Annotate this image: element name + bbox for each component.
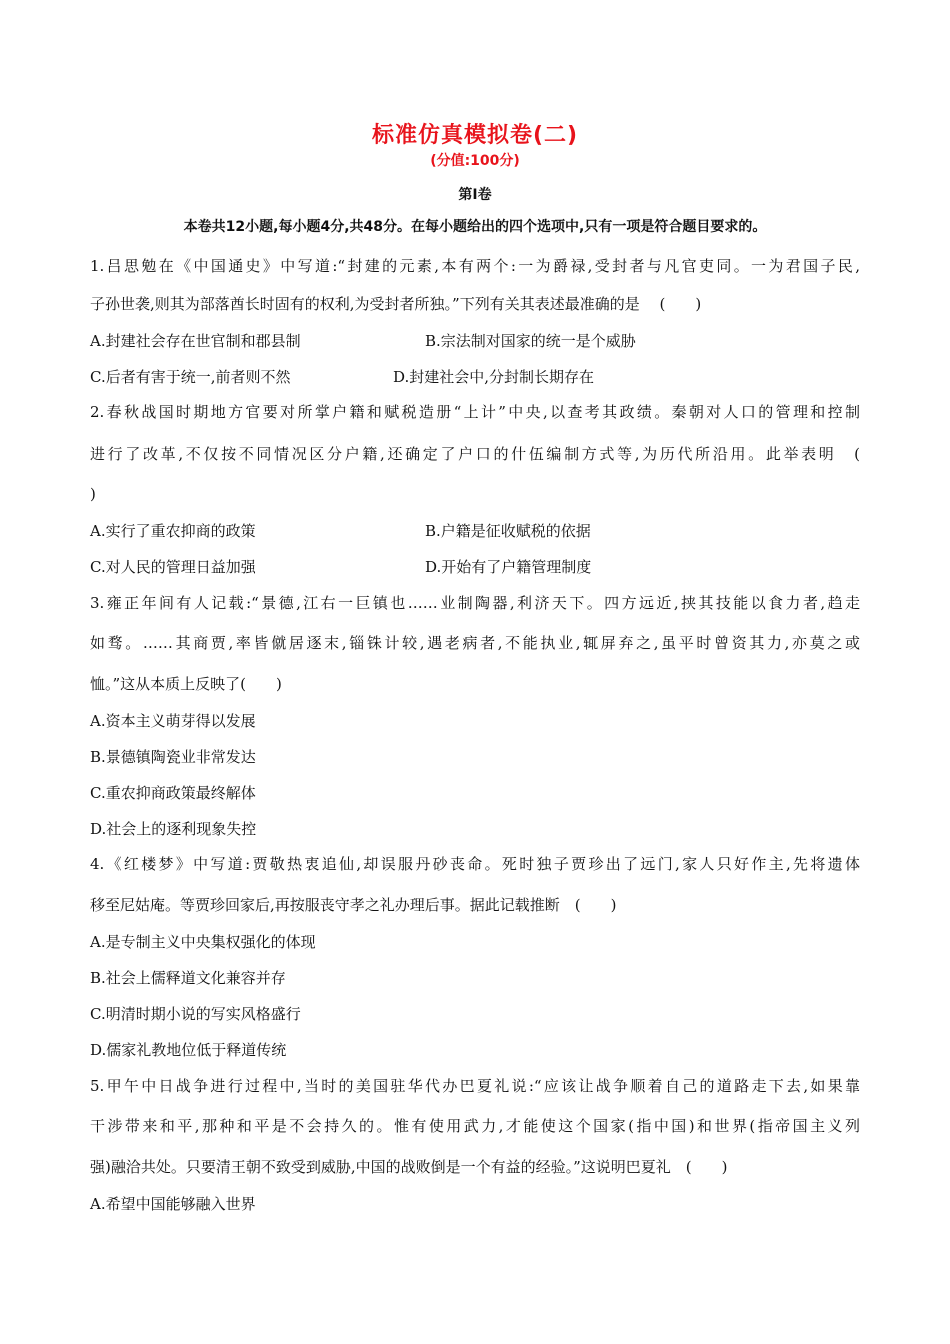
question-5-line-3: 强)融洽共处。只要清王朝不致受到威胁,中国的战败倒是一个有益的经验。”这说明巴夏礼 ( ) bbox=[90, 1158, 728, 1176]
question-2-line-1: 2.春秋战国时期地方官要对所掌户籍和赋税造册“上计”中央,以查考其政绩。秦朝对人口的管理和控制 bbox=[90, 403, 860, 421]
question-3-option-c: C.重农抑商政策最终解体 bbox=[90, 784, 256, 802]
section-instruction: 本卷共12小题,每小题4分,共48分。在每小题给出的四个选项中,只有一项是符合题目要求的。 bbox=[183, 219, 767, 235]
question-2-line-2: 进行了改革,不仅按不同情况区分户籍,还确定了户口的什伍编制方式等,为历代所沿用。此举表明 ( bbox=[90, 445, 860, 463]
question-1-line-2: 子孙世袭,则其为部落酋长时固有的权利,为受封者所独。”下列有关其表述最准确的是 ( ) bbox=[90, 295, 702, 313]
question-1-option-d: D.封建社会中,分封制长期存在 bbox=[393, 368, 595, 386]
question-3-line-3: 恤。”这从本质上反映了( ) bbox=[90, 675, 282, 693]
question-1-option-c: C.后者有害于统一,前者则不然 bbox=[90, 368, 291, 386]
question-4-line-2: 移至尼姑庵。等贾珍回家后,再按服丧守孝之礼办理后事。据此记载推断 ( ) bbox=[90, 896, 617, 914]
question-4-option-a: A.是专制主义中央集权强化的体现 bbox=[90, 933, 316, 951]
question-2-option-c: C.对人民的管理日益加强 bbox=[90, 558, 256, 576]
question-5-line-1: 5.甲午中日战争进行过程中,当时的美国驻华代办巴夏礼说:“应该让战争顺着自己的道路走下去,如果靠 bbox=[90, 1077, 860, 1095]
question-3-line-1: 3.雍正年间有人记载:“景德,江右一巨镇也……业制陶器,利济天下。四方远近,挟其技能以食力者,趋走 bbox=[90, 594, 860, 612]
question-4-option-c: C.明清时期小说的写实风格盛行 bbox=[90, 1005, 301, 1023]
question-3-line-2: 如骛。……其商贾,率皆僦居逐末,锱铢计较,遇老病者,不能执业,辄屏弃之,虽平时曾资其力,亦莫之或 bbox=[90, 634, 860, 652]
question-1-option-b: B.宗法制对国家的统一是个威胁 bbox=[425, 332, 636, 350]
question-1-option-a: A.封建社会存在世官制和郡县制 bbox=[90, 332, 301, 350]
exam-title: 标准仿真模拟卷(二) bbox=[371, 123, 579, 148]
question-2-line-3: ) bbox=[90, 485, 96, 503]
question-4-line-1: 4.《红楼梦》中写道:贾敬热衷追仙,却误服丹砂丧命。死时独子贾珍出了远门,家人只好作主,先将遗体 bbox=[90, 855, 860, 873]
question-4-option-d: D.儒家礼教地位低于释道传统 bbox=[90, 1041, 287, 1059]
question-3-option-d: D.社会上的逐利现象失控 bbox=[90, 820, 257, 838]
exam-score: (分值:100分) bbox=[430, 153, 520, 169]
question-2-option-b: B.户籍是征收赋税的依据 bbox=[425, 522, 591, 540]
question-5-option-a: A.希望中国能够融入世界 bbox=[90, 1195, 256, 1213]
question-2-option-a: A.实行了重农抑商的政策 bbox=[90, 522, 256, 540]
question-5-line-2: 干涉带来和平,那种和平是不会持久的。惟有使用武力,才能使这个国家(指中国)和世界(指帝国主义列 bbox=[90, 1117, 860, 1135]
question-3-option-b: B.景德镇陶瓷业非常发达 bbox=[90, 748, 256, 766]
question-1-line-1: 1.吕思勉在《中国通史》中写道:“封建的元素,本有两个:一为爵禄,受封者与凡官吏同。一为君国子民, bbox=[90, 257, 860, 275]
section-heading: 第Ⅰ卷 bbox=[458, 187, 492, 203]
question-2-option-d: D.开始有了户籍管理制度 bbox=[425, 558, 592, 576]
question-3-option-a: A.资本主义萌芽得以发展 bbox=[90, 712, 256, 730]
question-4-option-b: B.社会上儒释道文化兼容并存 bbox=[90, 969, 286, 987]
